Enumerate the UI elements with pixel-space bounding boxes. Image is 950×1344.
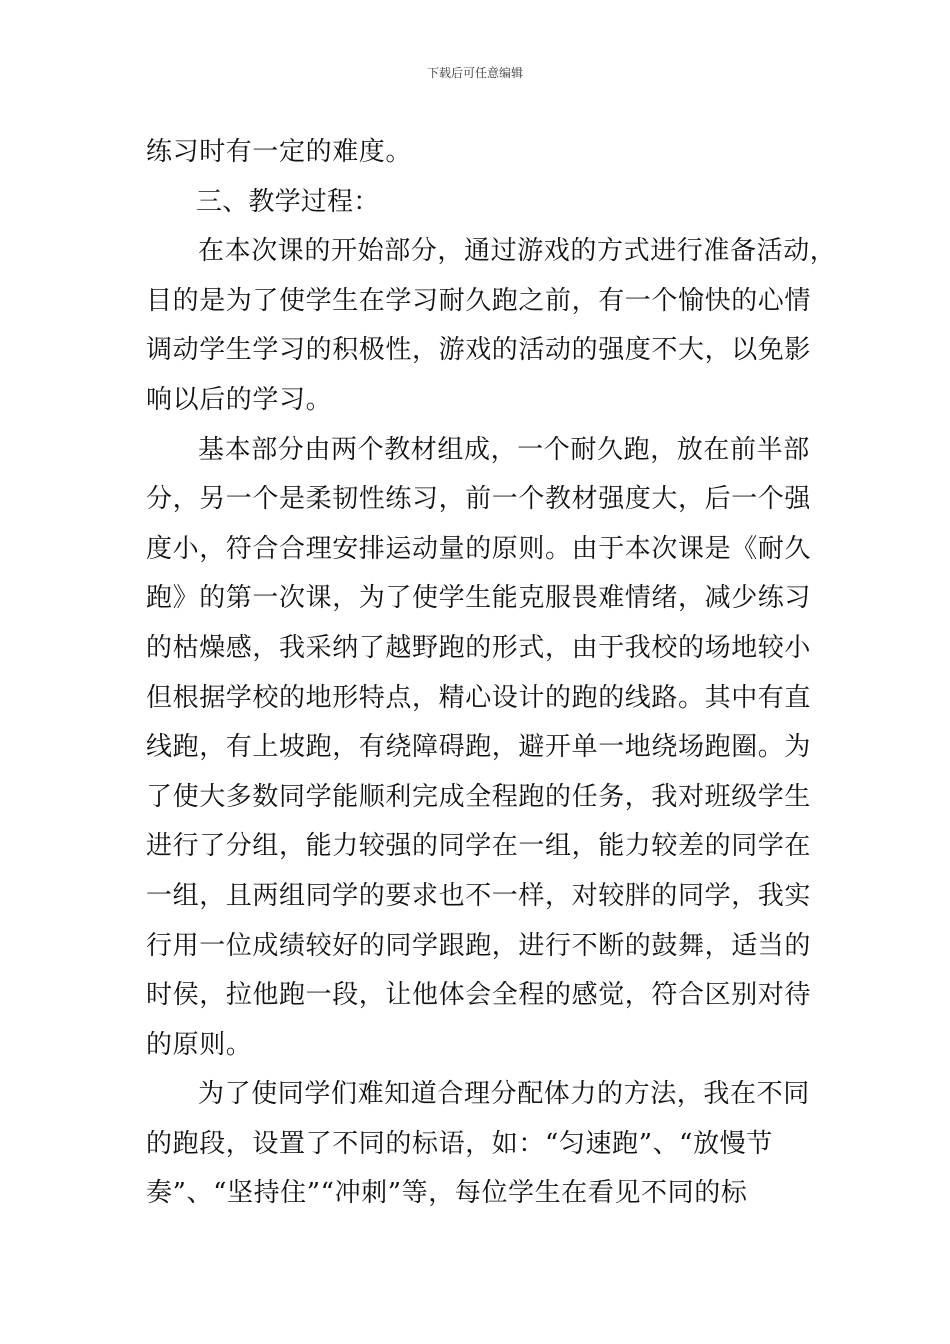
text-line: 分，另一个是柔韧性练习，前一个教材强度大，后一个强 — [146, 484, 812, 515]
paragraph-first-line: 基本部分由两个教材组成，一个耐久跑，放在前半部 — [198, 434, 810, 465]
text-line: 奏”、“坚持住”“冲刺”等，每位学生在看见不同的标 — [146, 1178, 748, 1209]
paragraph-first-line: 为了使同学们难知道合理分配体力的方法，我在不同 — [198, 1079, 810, 1110]
text-line: 但根据学校的地形特点，精心设计的跑的线路。其中有直 — [146, 682, 812, 713]
text-line: 响以后的学习。 — [146, 384, 333, 415]
text-line: 一组，且两组同学的要求也不一样，对较胖的同学，我实 — [146, 880, 812, 911]
text-line: 时侯，拉他跑一段，让他体会全程的感觉，符合区别对待 — [146, 980, 812, 1011]
text-line: 调动学生学习的积极性，游戏的活动的强度不大，以免影 — [146, 335, 812, 366]
document-body — [146, 128, 837, 1219]
text-line: 行用一位成绩较好的同学跟跑，进行不断的鼓舞，适当的 — [146, 930, 812, 961]
page-header: 下载后可任意编辑 — [426, 66, 523, 80]
text-line: 练习时有一定的难度。 — [146, 137, 413, 167]
text-line: 的原则。 — [146, 1029, 253, 1060]
text-line: 的枯燥感，我采纳了越野跑的形式，由于我校的场地较小 — [146, 632, 812, 663]
paragraph-first-line: 在本次课的开始部分，通过游戏的方式进行准备活动， — [198, 236, 837, 267]
text-line: 进行了分组，能力较强的同学在一组，能力较差的同学在 — [146, 831, 812, 862]
text-line: 了使大多数同学能顺利完成全程跑的任务，我对班级学生 — [146, 781, 812, 812]
text-line: 度小，符合合理安排运动量的原则。由于本次课是《耐久 — [146, 533, 812, 564]
text-line: 目的是为了使学生在学习耐久跑之前，有一个愉快的心情 — [146, 285, 812, 316]
text-line: 跑》的第一次课，为了使学生能克服畏难情绪，减少练习 — [146, 583, 812, 614]
section-heading: 三、教学过程： — [196, 186, 380, 217]
text-line: 的跑段，设置了不同的标语，如：“匀速跑”、“放慢节 — [146, 1128, 773, 1159]
text-line: 线跑，有上坡跑，有绕障碍跑，避开单一地绕场跑圈。为 — [146, 732, 812, 763]
